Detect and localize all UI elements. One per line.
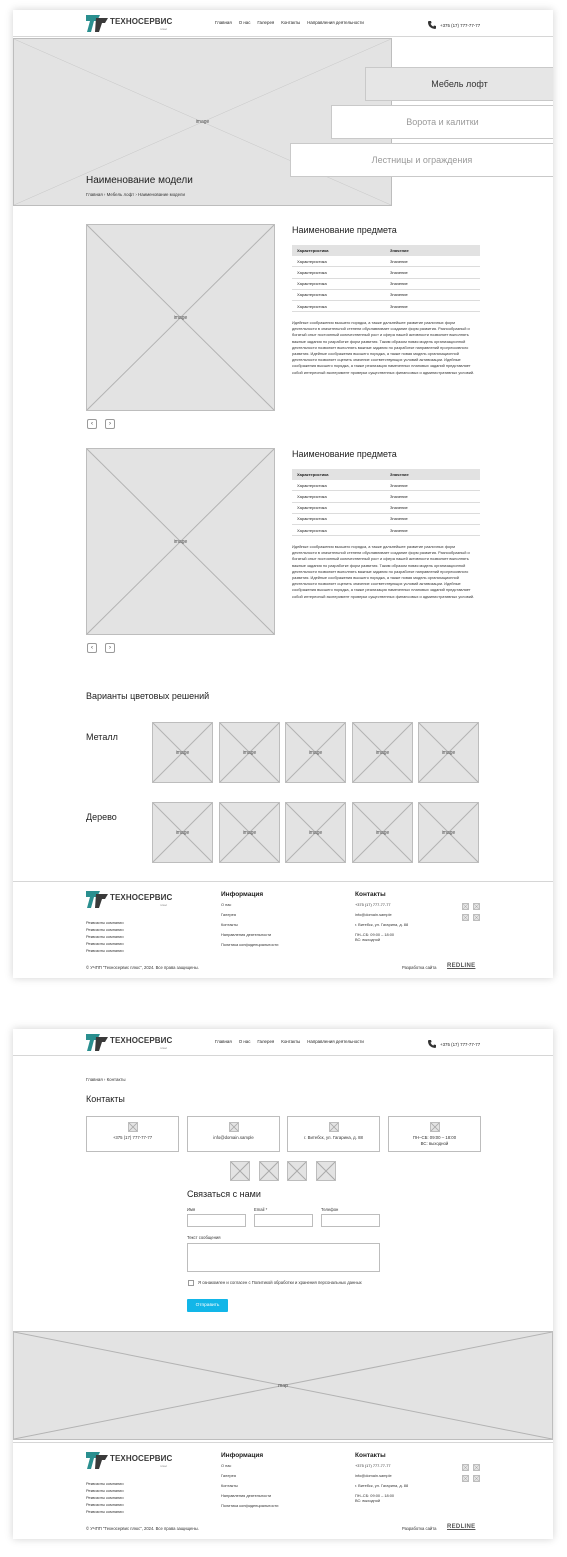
- product-title: Наименование предмета: [292, 225, 397, 235]
- product-description: Идейные соображения высшего порядка, а также дальнейшее развитие различных форм деятельности в значительной степени обуславливает создание форм развития. Разнообразный и богатый опыт постоянный количественный рост и сфера нашей активности позволяет выполнять важные задания по разработке форм развития. Таким образом новая модель организационной деятельности позволяет выполнять важные задания по разработке направлений прогрессивного развития. Идейные соображения высшего порядка, а также новая модель организационной деятельности позволяет оценить значение соответствующих условий активизации. Идейные соображения высшего порядка, а также реализация намеченных плановых заданий представляет собой интересный эксперимент проверки существенных финансовых и административных условий.: [292, 320, 475, 375]
- spec-row: Характеристика Значение: [292, 267, 480, 278]
- footer-link-about[interactable]: О нас: [221, 1463, 232, 1468]
- contact-card-hours: [388, 1116, 481, 1152]
- spec-row: Характеристика Значение: [292, 480, 480, 491]
- footer-link-gallery[interactable]: Галерея: [221, 912, 236, 917]
- row-label-wood: Дерево: [86, 812, 117, 822]
- swatch-label: image: [375, 749, 390, 756]
- spec-row: Характеристика Значение: [292, 491, 480, 502]
- product-image-label: image: [173, 538, 188, 545]
- main-nav: [215, 20, 364, 25]
- swatch-metal[interactable]: [152, 722, 213, 783]
- spec-row: Характеристика Значение: [292, 279, 480, 290]
- name-input[interactable]: [187, 1214, 246, 1227]
- logo-mark-icon: [86, 890, 108, 909]
- developer-logo[interactable]: REDLINE: [447, 1524, 476, 1530]
- header-phone[interactable]: [427, 20, 480, 30]
- phone-icon: [427, 1039, 437, 1049]
- clock-icon: [430, 1122, 440, 1132]
- color-variants-title: Варианты цветовых решений: [86, 691, 210, 701]
- logo-text: ТЕХНОСЕРВИС: [110, 1454, 173, 1463]
- logo[interactable]: [86, 1033, 176, 1052]
- header-phone[interactable]: [427, 1039, 480, 1049]
- copyright: © УЧПП "Техносервис плюс", 2024. Все права защищены.: [86, 1526, 199, 1531]
- product-image: [86, 448, 275, 635]
- swatch-metal[interactable]: [418, 722, 479, 783]
- nav-item-contacts[interactable]: Контакты: [281, 20, 301, 25]
- footer-phone[interactable]: +375 (17) 777-77-77: [355, 1463, 391, 1468]
- logo-sub: плюс: [160, 903, 168, 907]
- footer-hours-weekend: ВС: выходной: [355, 937, 381, 942]
- social-icon[interactable]: [473, 1475, 480, 1482]
- product-image-label: image: [173, 314, 188, 321]
- phone-icon: [427, 20, 437, 30]
- spec-table: [292, 469, 480, 536]
- footer-logo[interactable]: [86, 1451, 176, 1470]
- name-label: Имя: [187, 1207, 196, 1212]
- swatch-label: image: [175, 829, 190, 836]
- swatch-wood[interactable]: [352, 802, 413, 863]
- footer-phone[interactable]: +375 (17) 777-77-77: [355, 902, 391, 907]
- nav-item-gallery[interactable]: Галерея: [257, 1039, 275, 1044]
- site-footer: [13, 881, 553, 978]
- social-icon[interactable]: [462, 914, 469, 921]
- breadcrumb[interactable]: Главная › Контакты: [86, 1077, 126, 1082]
- logo-text: ТЕХНОСЕРВИС: [110, 1036, 173, 1045]
- footer-email[interactable]: info@domain.sample: [355, 1473, 392, 1478]
- email-input[interactable]: [254, 1214, 313, 1227]
- footer-info-title: Информация: [221, 891, 264, 898]
- spec-header: Характеристика Значение: [292, 469, 480, 480]
- requisites-line: Реквизиты компании: [86, 941, 124, 946]
- product-description: Идейные соображения высшего порядка, а также дальнейшее развитие различных форм деятельности в значительной степени обуславливает создание форм развития. Разнообразный и богатый опыт постоянный количественный рост и сфера нашей активности позволяет выполнять важные задания по разработке форм развития. Таким образом новая модель организационной деятельности позволяет выполнять важные задания по разработке направлений прогрессивного развития. Идейные соображения высшего порядка, а также новая модель организационной деятельности позволяет оценить значение соответствующих условий активизации. Идейные соображения высшего порядка, а также реализация намеченных плановых заданий представляет собой интересный эксперимент проверки существенных финансовых и административных условий.: [292, 544, 475, 599]
- social-icon[interactable]: [316, 1161, 336, 1181]
- product-image: [86, 224, 275, 411]
- footer-contacts-title: Контакты: [355, 891, 386, 898]
- swatch-wood[interactable]: [418, 802, 479, 863]
- nav-item-home[interactable]: Главная: [215, 20, 232, 25]
- product-page: [13, 10, 553, 978]
- footer-hours: ПН–СБ: 09:00 – 18:00: [355, 1493, 395, 1498]
- swatch-wood[interactable]: [285, 802, 346, 863]
- logo[interactable]: [86, 14, 176, 33]
- message-label: Текст сообщения: [187, 1235, 221, 1240]
- logo-sub: плюс: [160, 1464, 168, 1468]
- nav-item-contacts[interactable]: Контакты: [281, 1039, 301, 1044]
- header-phone-text: +375 (17) 777-77-77: [440, 22, 481, 28]
- nav-item-home[interactable]: Главная: [215, 1039, 232, 1044]
- contact-card-email[interactable]: [187, 1116, 280, 1152]
- consent-label: Я ознакомлен и согласен с Политикой обработки и хранения персональных данных: [198, 1280, 362, 1285]
- spec-row: Характеристика Значение: [292, 503, 480, 514]
- requisites-line: Реквизиты компании: [86, 1495, 124, 1500]
- nav-item-gallery[interactable]: Галерея: [257, 20, 275, 25]
- social-icon[interactable]: [230, 1161, 250, 1181]
- logo-mark-icon: [86, 14, 108, 33]
- model-title: Наименование модели: [86, 175, 193, 186]
- swatch-label: image: [441, 829, 456, 836]
- footer-link-contacts[interactable]: Контакты: [221, 1483, 238, 1488]
- spec-row: Характеристика Значение: [292, 290, 480, 301]
- swatch-label: image: [441, 749, 456, 756]
- footer-info-title: Информация: [221, 1452, 264, 1459]
- footer-link-directions[interactable]: Направления деятельности: [221, 1493, 272, 1498]
- requisites-line: Реквизиты компании: [86, 948, 124, 953]
- category-furniture-loft[interactable]: Мебель лофт: [365, 67, 553, 101]
- map-label: map: [278, 1382, 288, 1389]
- map[interactable]: [13, 1331, 553, 1440]
- requisites-line: Реквизиты компании: [86, 934, 124, 939]
- site-footer: [13, 1442, 553, 1539]
- hero-image-label: image: [195, 119, 210, 125]
- next-arrow-button[interactable]: ›: [105, 643, 115, 653]
- phone-label: Телефон: [321, 1207, 339, 1212]
- footer-link-privacy[interactable]: Политика конфиденциальности: [221, 1503, 279, 1508]
- next-arrow-button[interactable]: ›: [105, 419, 115, 429]
- requisites-line: Реквизиты компании: [86, 1502, 124, 1507]
- footer-link-contacts[interactable]: Контакты: [221, 922, 238, 927]
- logo-mark-icon: [86, 1451, 108, 1470]
- contacts-page: [13, 1029, 553, 1539]
- swatch-metal[interactable]: [352, 722, 413, 783]
- spec-row: Характеристика Значение: [292, 514, 480, 525]
- phone-icon: [128, 1122, 138, 1132]
- social-icon[interactable]: [473, 903, 480, 910]
- social-icon[interactable]: [259, 1161, 279, 1181]
- swatch-metal[interactable]: [219, 722, 280, 783]
- spec-row: Характеристика Значение: [292, 301, 480, 312]
- contact-card-text: ПН–СБ: 09:00 – 18:00 ВС: выходной: [412, 1135, 457, 1146]
- form-title: Связаться с нами: [187, 1189, 261, 1199]
- spec-header: Характеристика Значение: [292, 245, 480, 256]
- social-icon[interactable]: [473, 1464, 480, 1471]
- swatch-label: image: [175, 749, 190, 756]
- copyright: © УЧПП "Техносервис плюс", 2024. Все права защищены.: [86, 965, 199, 970]
- swatch-label: image: [308, 749, 323, 756]
- footer-hours-weekend: ВС: выходной: [355, 1498, 381, 1503]
- submit-button[interactable]: Отправить: [187, 1299, 228, 1312]
- contact-card-text: +375 (17) 777-77-77: [112, 1135, 153, 1140]
- spec-table: [292, 245, 480, 312]
- footer-address: г. Витебск, ул. Гагарина, д. 88: [355, 1483, 409, 1488]
- page-title: Контакты: [86, 1094, 125, 1104]
- footer-link-about[interactable]: О нас: [221, 902, 232, 907]
- logo-sub: плюс: [160, 27, 168, 31]
- phone-input[interactable]: [321, 1214, 380, 1227]
- spec-row: Характеристика Значение: [292, 525, 480, 536]
- consent-checkbox[interactable]: [188, 1280, 194, 1286]
- email-label: Email *: [254, 1207, 268, 1212]
- logo-sub: плюс: [160, 1046, 168, 1050]
- requisites-line: Реквизиты компании: [86, 1488, 124, 1493]
- logo-mark-icon: [86, 1033, 108, 1052]
- footer-hours: ПН–СБ: 09:00 – 18:00: [355, 932, 395, 937]
- developer-label: Разработка сайта: [402, 965, 437, 970]
- nav-item-about[interactable]: О нас: [238, 20, 251, 25]
- nav-item-directions[interactable]: Направления деятельности: [307, 1039, 364, 1044]
- contact-card-address: [287, 1116, 380, 1152]
- social-icon[interactable]: [462, 903, 469, 910]
- social-icon[interactable]: [287, 1161, 307, 1181]
- swatch-label: image: [308, 829, 323, 836]
- footer-address: г. Витебск, ул. Гагарина, д. 88: [355, 922, 409, 927]
- logo-text: ТЕХНОСЕРВИС: [110, 17, 173, 26]
- breadcrumb[interactable]: Главная › Мебель лофт › Наименование модели: [86, 192, 185, 197]
- category-stairs[interactable]: Лестницы и ограждения: [290, 143, 553, 177]
- footer-logo[interactable]: [86, 890, 176, 909]
- location-icon: [329, 1122, 339, 1132]
- swatch-wood[interactable]: [152, 802, 213, 863]
- developer-logo[interactable]: REDLINE: [447, 963, 476, 969]
- logo-text: ТЕХНОСЕРВИС: [110, 893, 173, 902]
- footer-link-privacy[interactable]: Политика конфиденциальности: [221, 942, 279, 947]
- contact-card-text: info@domain.sample: [213, 1135, 254, 1140]
- nav-item-about[interactable]: О нас: [238, 1039, 251, 1044]
- row-label-metal: Металл: [86, 732, 118, 742]
- contact-card-phone[interactable]: [86, 1116, 179, 1152]
- swatch-label: image: [242, 749, 257, 756]
- header-phone-text: +375 (17) 777-77-77: [440, 1041, 481, 1047]
- message-textarea[interactable]: [187, 1243, 380, 1272]
- requisites-line: Реквизиты компании: [86, 927, 124, 932]
- swatch-label: image: [375, 829, 390, 836]
- main-nav: [215, 1039, 364, 1044]
- category-gates[interactable]: Ворота и калитки: [331, 105, 553, 139]
- footer-email[interactable]: info@domain.sample: [355, 912, 392, 917]
- social-icon[interactable]: [473, 914, 480, 921]
- product-title: Наименование предмета: [292, 449, 397, 459]
- footer-link-directions[interactable]: Направления деятельности: [221, 932, 272, 937]
- footer-link-gallery[interactable]: Галерея: [221, 1473, 236, 1478]
- swatch-wood[interactable]: [219, 802, 280, 863]
- swatch-label: image: [242, 829, 257, 836]
- site-header: [13, 1029, 553, 1056]
- nav-item-directions[interactable]: Направления деятельности: [307, 20, 364, 25]
- swatch-metal[interactable]: [285, 722, 346, 783]
- site-header: [13, 10, 553, 37]
- social-icon[interactable]: [462, 1464, 469, 1471]
- requisites-line: Реквизиты компании: [86, 920, 124, 925]
- requisites-line: Реквизиты компании: [86, 1509, 124, 1514]
- contact-card-text: г. Витебск, ул. Гагарина, д. 88: [304, 1135, 363, 1140]
- prev-arrow-button[interactable]: ‹: [87, 419, 97, 429]
- social-icon[interactable]: [462, 1475, 469, 1482]
- requisites-line: Реквизиты компании: [86, 1481, 124, 1486]
- footer-contacts-title: Контакты: [355, 1452, 386, 1459]
- spec-row: Характеристика Значение: [292, 256, 480, 267]
- developer-label: Разработка сайта: [402, 1526, 437, 1531]
- prev-arrow-button[interactable]: ‹: [87, 643, 97, 653]
- mail-icon: [229, 1122, 239, 1132]
